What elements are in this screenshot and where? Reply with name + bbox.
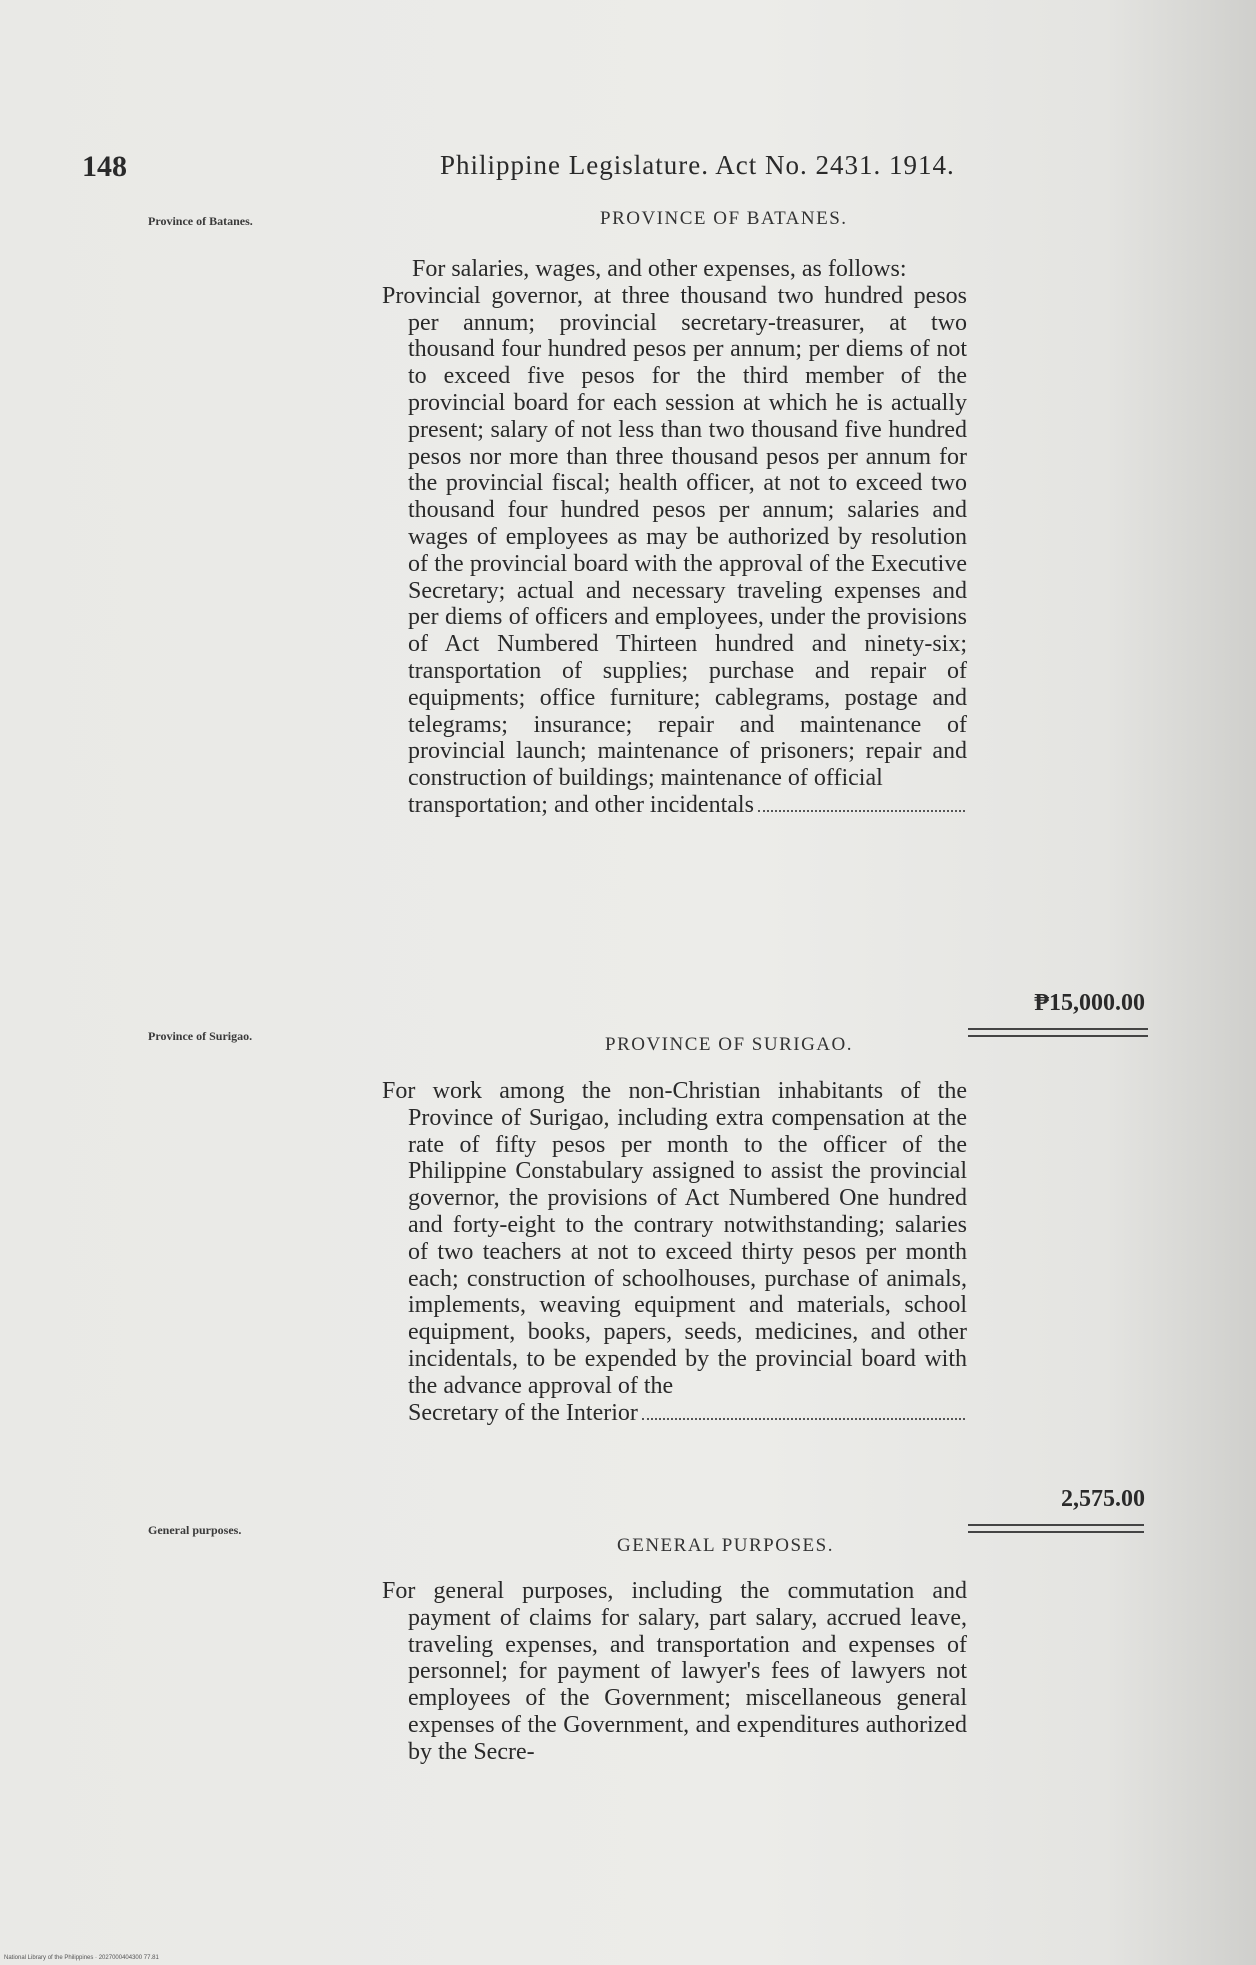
dot-leader bbox=[642, 1418, 965, 1420]
double-rule bbox=[968, 1028, 1148, 1037]
section-title-surigao: PROVINCE OF SURIGAO. bbox=[605, 1034, 853, 1055]
section-text: For general purposes, including the commutation and payment of claims for salary, part salary, accrued leave, traveling expenses, and transportation and expenses of personnel; for payment of lawyer's fees of lawyers not employees of the Government; miscellaneous general expenses of the Government, and expenditures authorized by the Secre- bbox=[382, 1578, 967, 1765]
section-intro: For salaries, wages, and other expenses, as follows: bbox=[412, 256, 907, 282]
section-title-batanes: PROVINCE OF BATANES. bbox=[600, 208, 848, 229]
section-text-main: Provincial governor, at three thousand two hundred pesos per annum; provincial secretary-treasurer, at two thousand four hundred pesos per annum; per diems of not to exceed five pesos for the third member of the provincial board for each session at which he is actually present; salary of not less than two thousand five hundred pesos nor more than three thousand pesos per annum for the provincial fiscal; health officer, at not to exceed two thousand four hundred pesos per annum; salaries and wages of employees as may be authorized by resolution of the provincial board with the approval of the Executive Secretary; actual and necessary traveling expenses and per diems of officers and employees, under the provisions of Act Numbered Thirteen hundred and ninety-six; transportation of supplies; purchase and repair of equipments; office furniture; cablegrams, postage and telegrams; insurance; repair and maintenance of provincial launch; maintenance of prisoners; repair and construction of buildings; maintenance of official bbox=[382, 282, 967, 792]
section-body-general bbox=[382, 1578, 967, 1766]
amount-surigao: 2,575.00 bbox=[1061, 1486, 1145, 1512]
margin-note-surigao: Province of Surigao. bbox=[148, 1029, 253, 1043]
leader-line bbox=[382, 792, 967, 819]
margin-note-batanes: Province of Batanes. bbox=[148, 214, 253, 228]
section-text bbox=[382, 1078, 967, 1400]
section-body-surigao bbox=[382, 1078, 967, 1426]
section-body-batanes bbox=[382, 256, 967, 819]
section-last-line: Secretary of the Interior bbox=[408, 1399, 638, 1426]
leader-line bbox=[382, 1400, 967, 1427]
dot-leader bbox=[758, 810, 965, 812]
section-title-general: GENERAL PURPOSES. bbox=[617, 1535, 834, 1556]
section-last-line: transportation; and other incidentals bbox=[408, 791, 754, 818]
amount-batanes: ₱15,000.00 bbox=[1034, 990, 1145, 1016]
scan-footer: National Library of the Philippines · 2027000404300 77.81 bbox=[4, 1955, 159, 1961]
running-head: Philippine Legislature. Act No. 2431. 1914. bbox=[440, 150, 955, 180]
double-rule bbox=[968, 1524, 1144, 1533]
margin-note-general: General purposes. bbox=[148, 1523, 242, 1537]
page-number: 148 bbox=[82, 150, 127, 183]
section-text bbox=[382, 283, 967, 792]
section-text-main: For work among the non-Christian inhabitants of the Province of Surigao, including extra compensation at the rate of fifty pesos per month to the officer of the Philippine Constabulary assigned to assist the provincial governor, the provisions of Act Numbered One hundred and forty-eight to the contrary notwithstanding; salaries of two teachers at not to exceed thirty pesos per month each; construction of schoolhouses, purchase of animals, implements, weaving equipment and materials, school equipment, books, papers, seeds, medicines, and other incidentals, to be expended by the provincial board with the advance approval of the bbox=[382, 1078, 967, 1399]
